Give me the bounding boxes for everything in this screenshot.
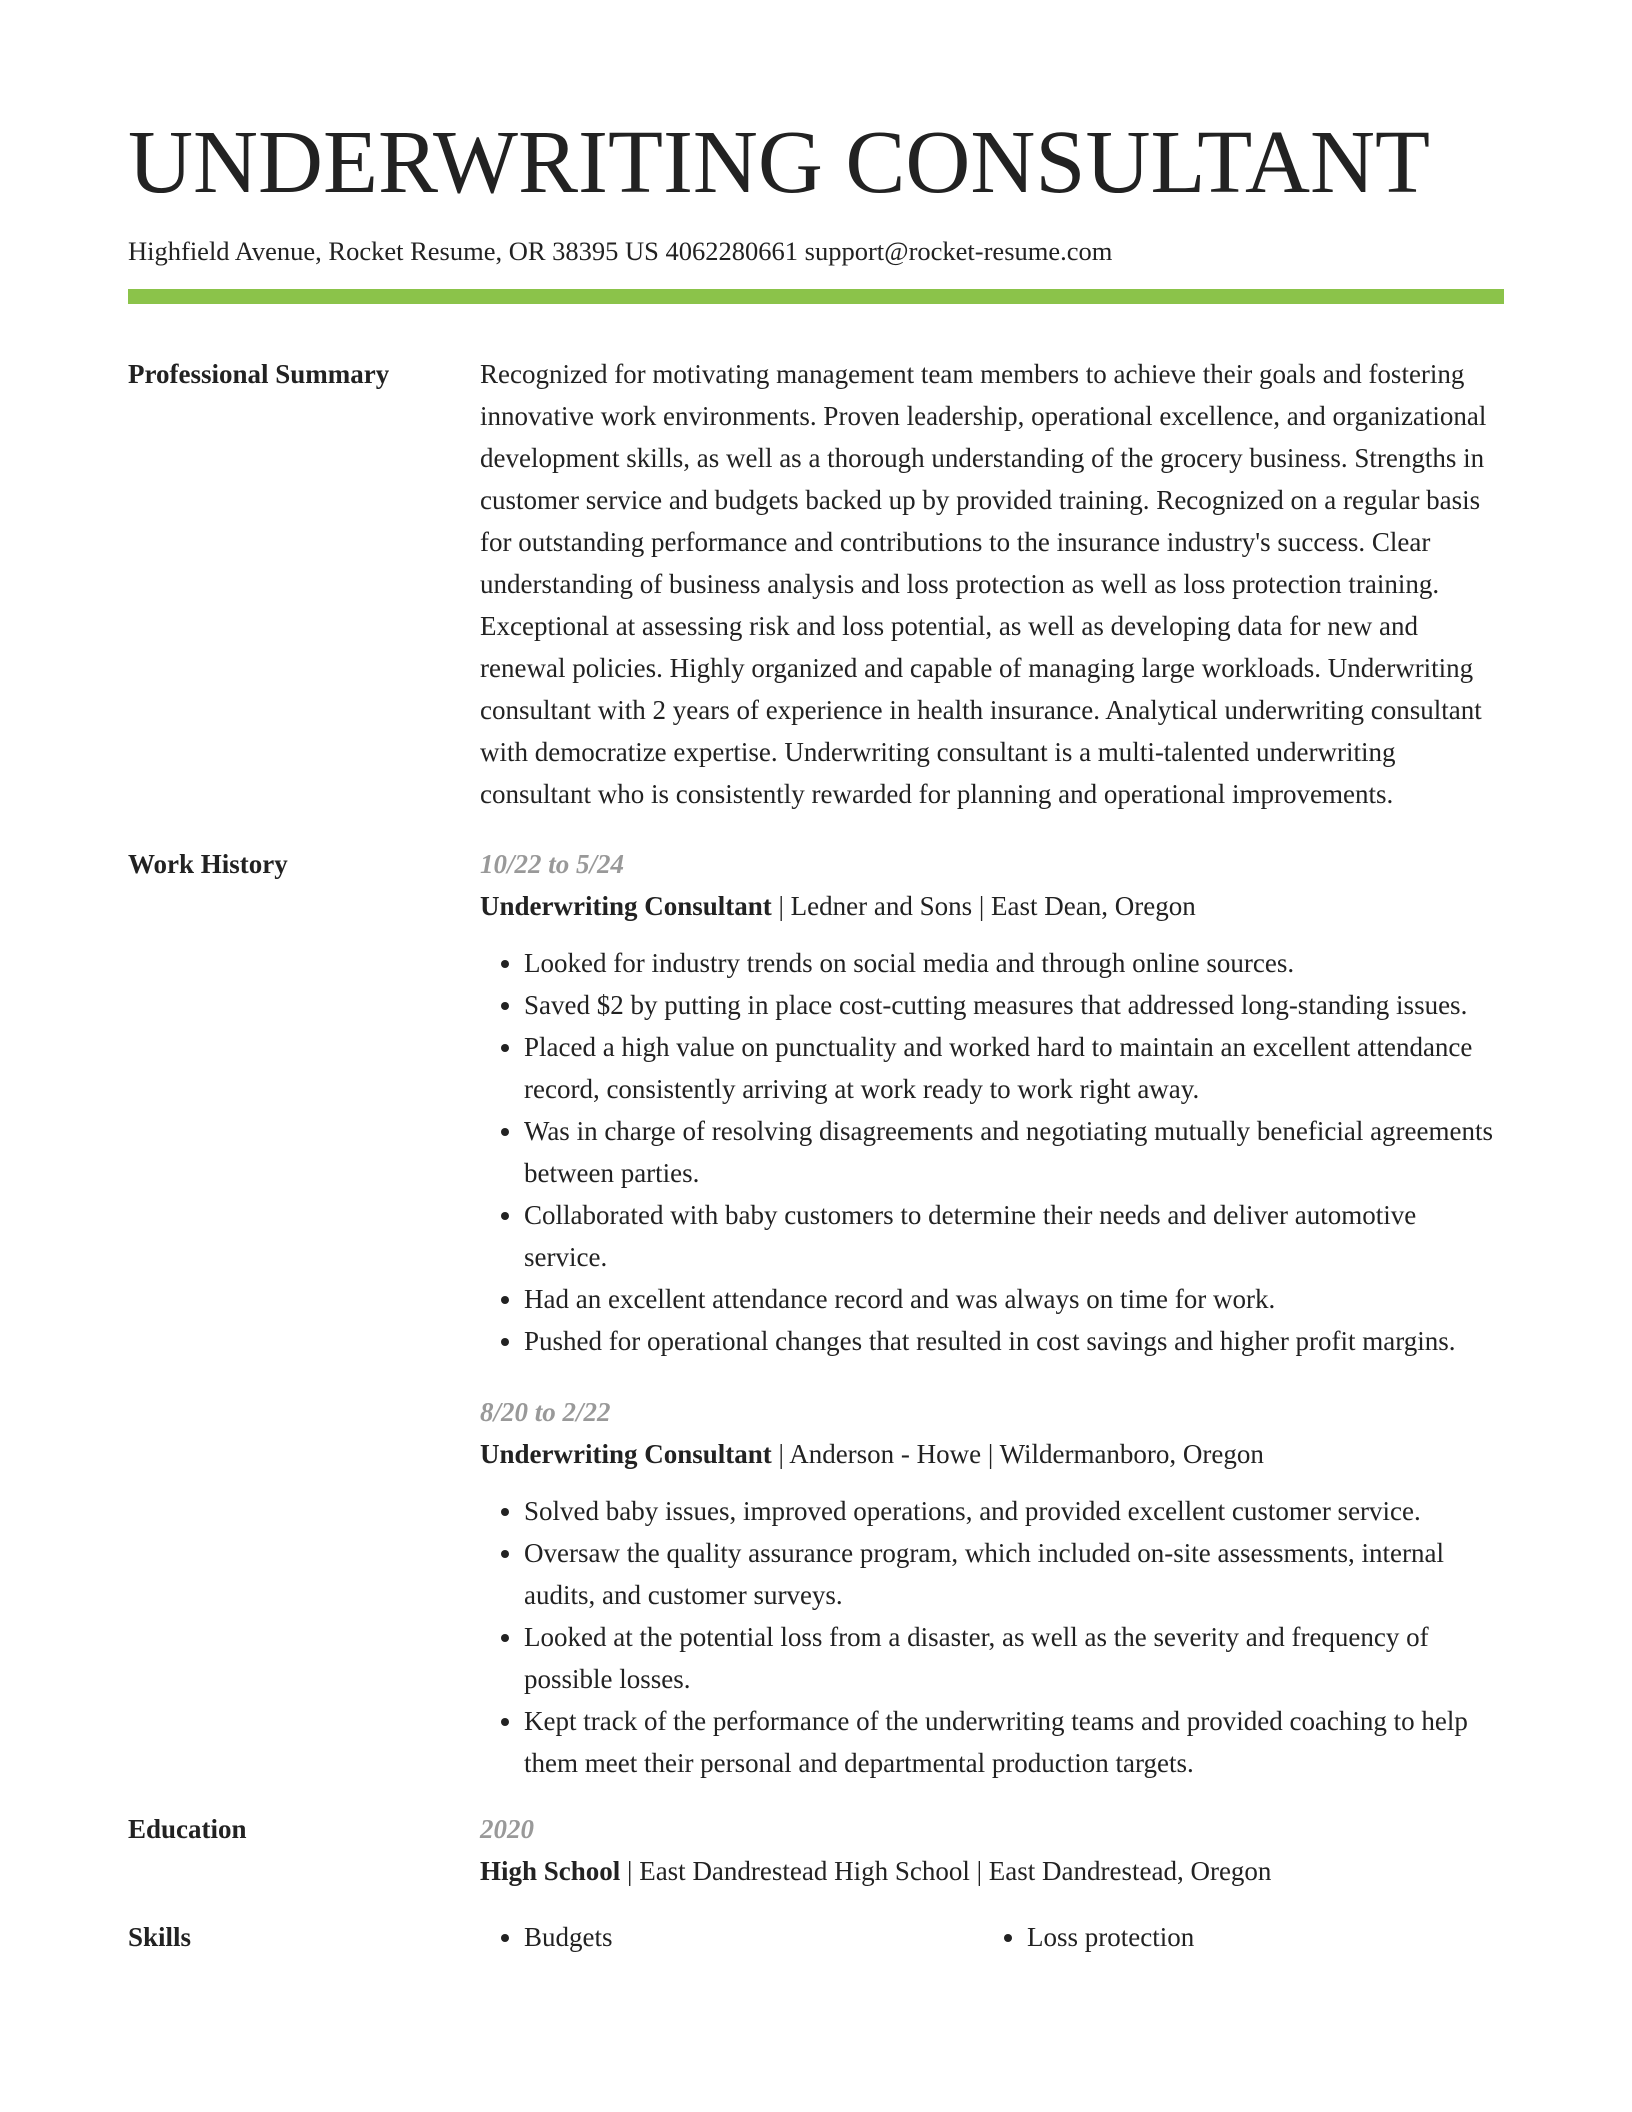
job-details: | Anderson - Howe | Wildermanboro, Oregon <box>771 1438 1264 1469</box>
accent-divider <box>128 289 1504 304</box>
resume-title: UNDERWRITING CONSULTANT <box>128 113 1430 212</box>
job-bullet: • Looked for industry trends on social media and through online sources. <box>524 942 1504 984</box>
work-history-section <box>128 843 1504 1784</box>
job-bullet: • Kept track of the performance of the underwriting teams and provided coaching to help them meet their personal and departmental production targets. <box>524 1700 1504 1784</box>
job-title: Underwriting Consultant <box>480 890 772 921</box>
education-details: | East Dandrestead High School | East Dandrestead, Oregon <box>620 1855 1272 1886</box>
summary-text: Recognized for motivating management team members to achieve their goals and fostering innovative work environments. Proven leadership, operational excellence, and organizational development skills, as well as a thorough understanding of the grocery business. Strengths in customer service and budgets backed up by provided training. Recognized on a regular basis for outstanding performance and contributions to the insurance industry's success. Clear understanding of business analysis and loss protection as well as loss protection training. Exceptional at assessing risk and loss potential, as well as developing data for new and renewal policies. Highly organized and capable of managing large workloads. Underwriting consultant with 2 years of experience in health insurance. Analytical underwriting consultant with democratize expertise. Underwriting consultant is a multi-talented underwriting consultant who is consistently rewarded for planning and operational improvements. <box>480 358 1487 809</box>
education-heading: Education <box>128 1813 247 1844</box>
job-title: Underwriting Consultant <box>480 1438 772 1469</box>
work-history-body <box>480 843 1504 1784</box>
skills-heading: Skills <box>128 1921 192 1952</box>
contact-line: Highfield Avenue, Rocket Resume, OR 38395 US 4062280661 support@rocket-resume.com <box>128 236 1113 266</box>
work-history-heading: Work History <box>128 848 288 879</box>
skills-list <box>480 1916 1504 1958</box>
job-bullet: • Placed a high value on punctuality and worked hard to maintain an excellent attendance record, consistently arriving at work ready to work right away. <box>524 1026 1504 1110</box>
job-bullet: • Oversaw the quality assurance program, which included on-site assessments, internal audits, and customer surveys. <box>524 1532 1504 1616</box>
skills-body <box>480 1916 1504 1958</box>
summary-heading: Professional Summary <box>128 358 390 389</box>
job-title-line <box>480 885 1504 927</box>
job-entry <box>480 843 1504 1362</box>
skill-item: • Budgets <box>524 1916 1027 1958</box>
job-dates: 10/22 to 5/24 <box>480 848 625 879</box>
job-bullets <box>480 942 1504 1362</box>
job-bullet: • Solved baby issues, improved operations, and provided excellent customer service. <box>524 1490 1504 1532</box>
education-section <box>128 1808 1504 1892</box>
education-dates: 2020 <box>480 1813 534 1844</box>
education-degree: High School <box>480 1855 621 1886</box>
resume-page <box>128 113 1504 1958</box>
job-title-line <box>480 1433 1504 1475</box>
job-bullets <box>480 1490 1504 1784</box>
job-entry <box>480 1391 1504 1784</box>
job-bullet: • Pushed for operational changes that resulted in cost savings and higher profit margins. <box>524 1320 1504 1362</box>
job-bullet: • Saved $2 by putting in place cost-cutting measures that addressed long-standing issues. <box>524 984 1504 1026</box>
job-bullet: • Looked at the potential loss from a disaster, as well as the severity and frequency of possible losses. <box>524 1616 1504 1700</box>
summary-section <box>128 353 1504 815</box>
education-line <box>480 1850 1504 1892</box>
job-bullet: • Was in charge of resolving disagreements and negotiating mutually beneficial agreements between parties. <box>524 1110 1504 1194</box>
job-bullet: • Collaborated with baby customers to determine their needs and deliver automotive service. <box>524 1194 1504 1278</box>
job-bullet: • Had an excellent attendance record and was always on time for work. <box>524 1278 1504 1320</box>
education-body <box>480 1808 1504 1892</box>
job-details: | Ledner and Sons | East Dean, Oregon <box>771 890 1196 921</box>
skills-section <box>128 1916 1504 1958</box>
job-dates: 8/20 to 2/22 <box>480 1396 611 1427</box>
skill-item: • Loss protection <box>1027 1916 1504 1958</box>
